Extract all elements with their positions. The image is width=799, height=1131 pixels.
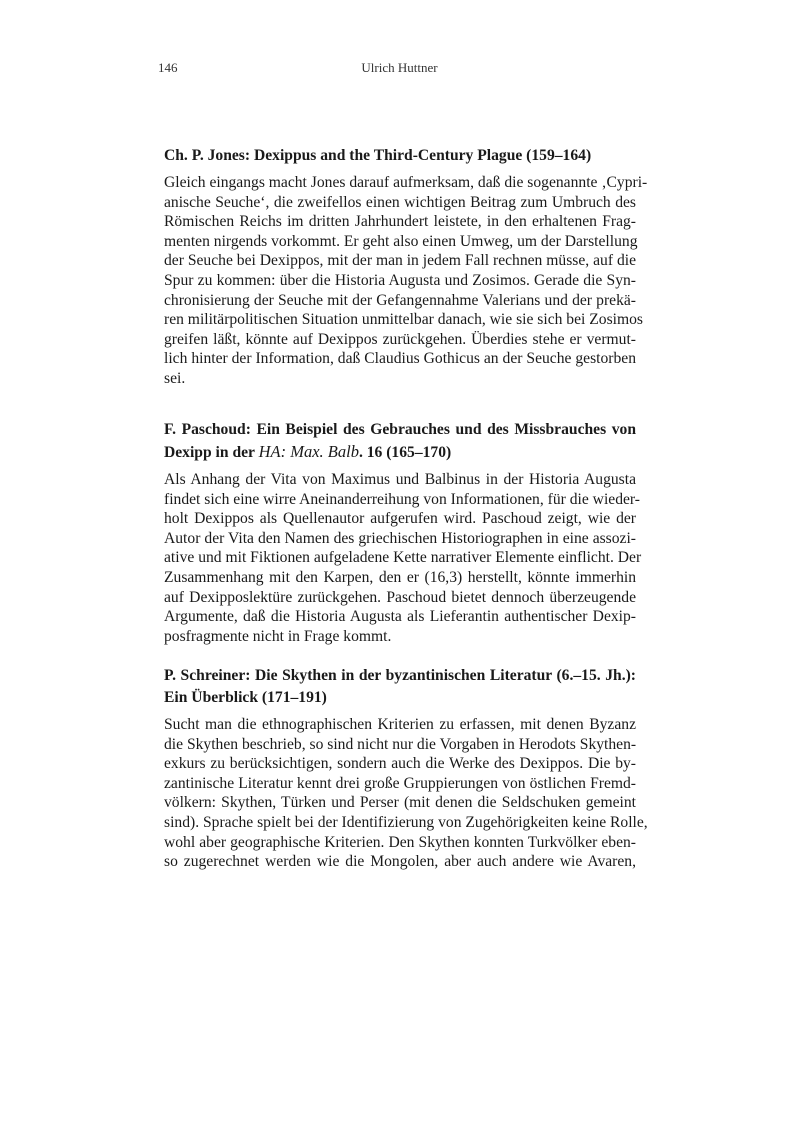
body-line: der Seuche bei Dexippos, mit der man in jedem Fall rechnen müsse, auf die	[164, 252, 636, 270]
body-line: die Skythen beschrieb, so sind nicht nur die Vorgaben in Herodots Skythen-	[164, 735, 637, 753]
body-line: Autor der Vita den Namen des griechischen Historiographen in eine assozi-	[164, 529, 636, 547]
heading-italic-title: HA: Max. Balb	[258, 442, 359, 461]
body-line: anische Seuche‘, die zweifellos einen wichtigen Beitrag zum Umbruch des	[164, 193, 636, 211]
body-line: zantinische Literatur kennt drei große Gruppierungen von östlichen Fremd-	[164, 774, 636, 792]
heading-line	[164, 419, 636, 441]
body-line: Spur zu kommen: über die Historia Augusta und Zosimos. Gerade die Syn-	[164, 271, 636, 289]
page-number: 146	[158, 60, 178, 75]
heading-text: P. Schreiner: Die Skythen in der byzantinischen Literatur (6.–15. Jh.):	[164, 667, 636, 684]
heading-text: . 16 (165–170)	[358, 444, 452, 461]
body-line: auf Dexipposlektüre zurückgehen. Paschoud bietet dennoch überzeugende	[164, 588, 636, 606]
body-line: Römischen Reichs im dritten Jahrhundert leistete, in den erhaltenen Frag-	[164, 213, 636, 231]
section-heading	[164, 145, 636, 167]
heading-text: Dexipp in der	[164, 444, 259, 461]
heading-text: Ch. P. Jones: Dexippus and the Third-Century Plague (159–164)	[164, 147, 592, 164]
section-body	[164, 470, 642, 646]
body-line: findet sich eine wirre Aneinanderreihung von Informationen, für die wieder-	[164, 490, 640, 508]
heading-text: F. Paschoud: Ein Beispiel des Gebrauches und des Missbrauches von	[164, 421, 636, 438]
body-line: so zugerechnet werden wie die Mongolen, aber auch andere wie Avaren,	[164, 853, 636, 871]
heading-text: Ein Überblick (171–191)	[164, 689, 327, 706]
section-heading	[164, 419, 636, 464]
body-line: Gleich eingangs macht Jones darauf aufmerksam, daß die sogenannte ‚Cypri-	[164, 174, 648, 191]
heading-line	[164, 145, 636, 167]
body-line: ren militärpolitischen Situation unmittelbar danach, wie sie sich bei Zosimos	[164, 311, 643, 329]
body-line: ative und mit Fiktionen aufgeladene Kette narrativer Elemente einflicht. Der	[164, 549, 642, 567]
heading-line	[164, 441, 636, 464]
review-section-paschoud	[164, 419, 642, 646]
heading-line	[164, 665, 636, 687]
running-title: Ulrich Huttner	[361, 60, 438, 75]
body-line: Argumente, daß die Historia Augusta als Lieferantin authentischer Dexip-	[164, 608, 636, 626]
body-line: sei.	[164, 369, 186, 387]
body-line: menten nirgends vorkommt. Er geht also einen Umweg, um der Darstellung	[164, 232, 638, 250]
body-line: lich hinter der Information, daß Claudius Gothicus an der Seuche gestorben	[164, 350, 636, 368]
section-body	[164, 173, 648, 389]
body-line: greifen läßt, könnte auf Dexippos zurückgehen. Überdies stehe er vermut-	[164, 330, 636, 348]
body-line: Zusammenhang mit den Karpen, den er (16,3) herstellt, könnte immerhin	[164, 568, 636, 586]
body-line: völkern: Skythen, Türken und Perser (mit denen die Seldschuken gemeint	[164, 794, 636, 812]
body-line: exkurs zu berücksichtigen, sondern auch die Werke des Dexippos. Die by-	[164, 755, 636, 773]
section-heading	[164, 665, 636, 709]
review-section-schreiner	[164, 665, 648, 872]
body-line: chronisierung der Seuche mit der Gefangennahme Valerians und der prekä-	[164, 291, 636, 309]
body-line: sind). Sprache spielt bei der Identifizierung von Zugehörigkeiten keine Rolle,	[164, 813, 648, 831]
section-body	[164, 715, 648, 872]
heading-line	[164, 687, 636, 709]
body-line: posfragmente nicht in Frage kommt.	[164, 627, 392, 645]
body-line: Sucht man die ethnographischen Kriterien zu erfassen, mit denen Byzanz	[164, 716, 636, 733]
review-section-jones	[164, 145, 648, 389]
body-line: wohl aber geographische Kriterien. Den Skythen konnten Turkvölker eben-	[164, 833, 636, 851]
body-line: holt Dexippos als Quellenautor aufgerufen wird. Paschoud zeigt, wie der	[164, 510, 636, 528]
body-line: Als Anhang der Vita von Maximus und Balbinus in der Historia Augusta	[164, 471, 636, 488]
